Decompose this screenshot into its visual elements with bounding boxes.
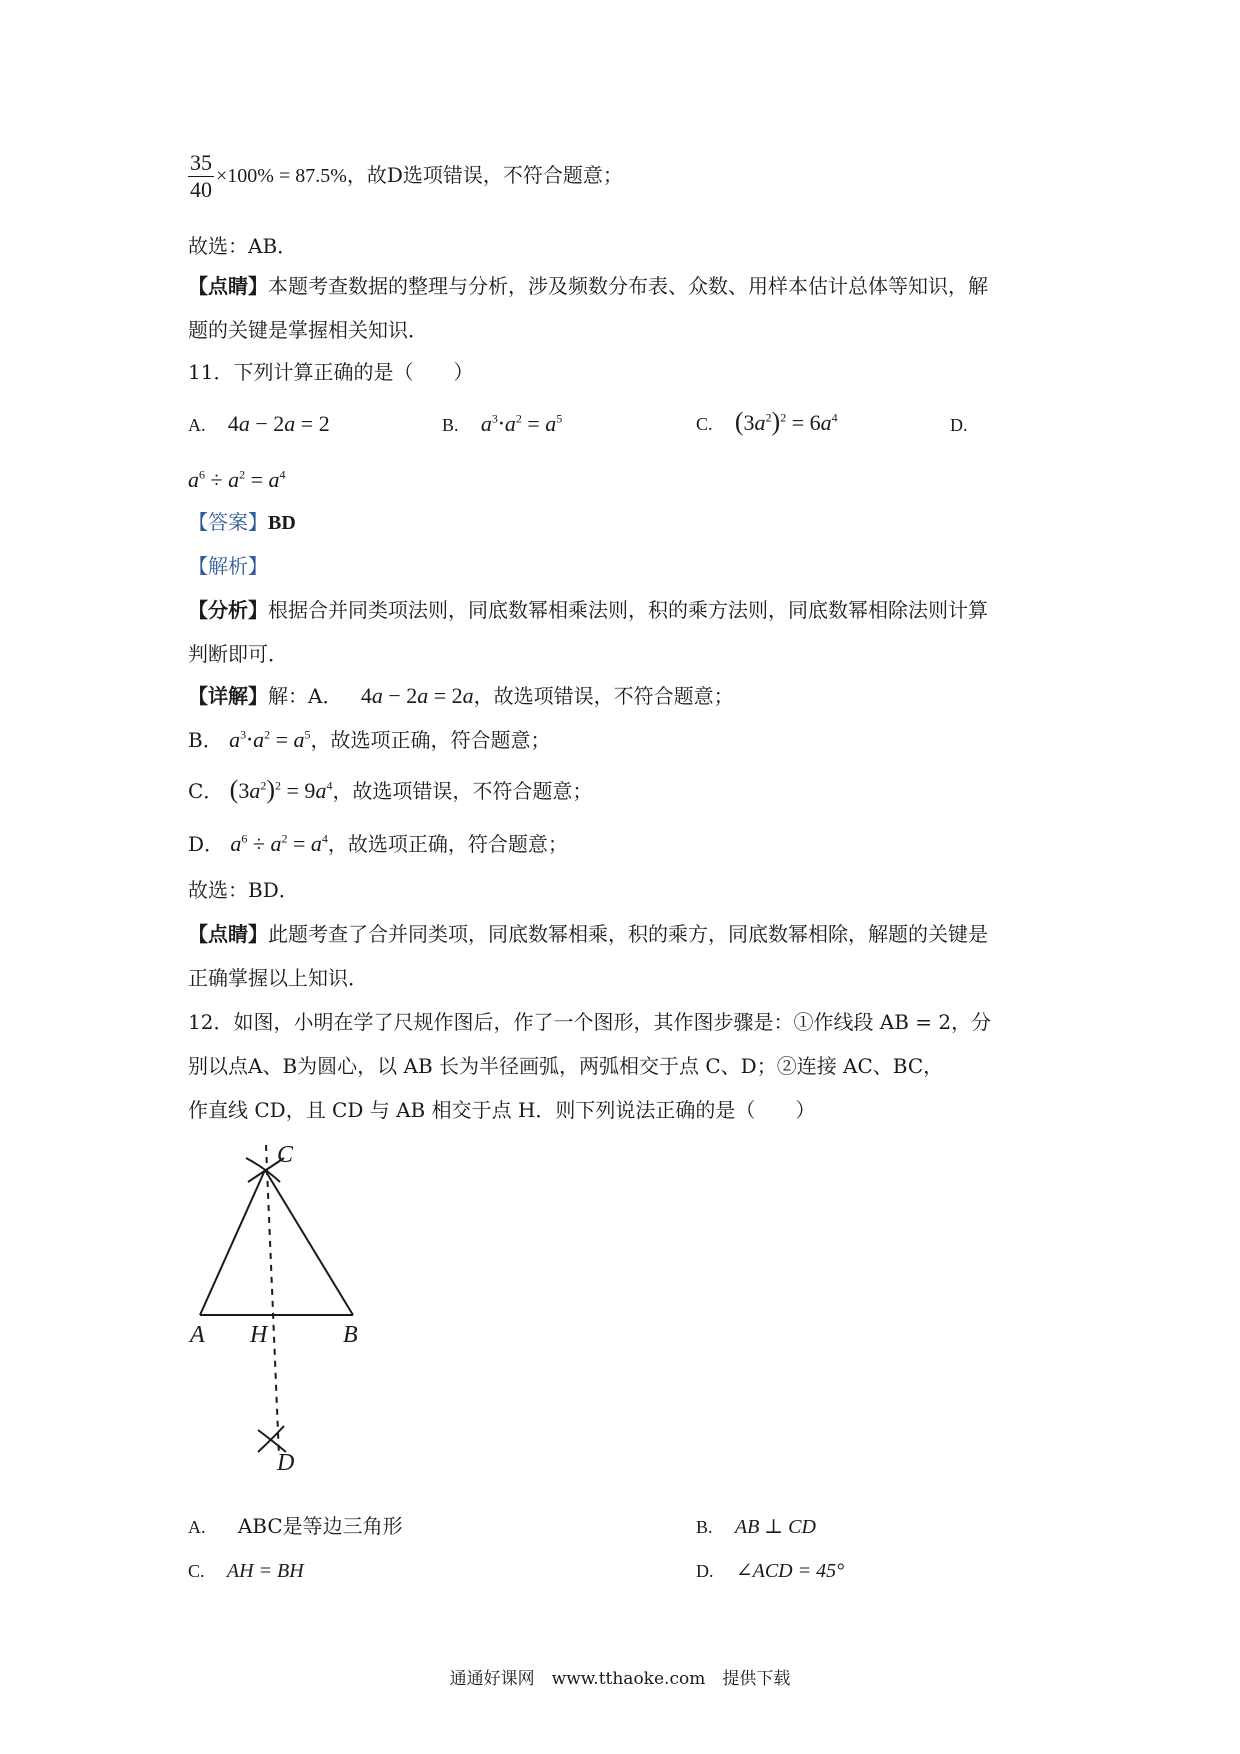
fenxi-text: 根据合并同类项法则，同底数幂相乘法则，积的乘方法则，同底数幂相除法则计算 xyxy=(268,598,988,622)
fraction xyxy=(188,150,214,203)
q11-detail-c: C． $(3a^2)^2 = 9a^4$，故选项错误，不符合题意； xyxy=(188,775,593,804)
label-a: A xyxy=(190,1322,205,1348)
prev-dianjing-line2: 题的关键是掌握相关知识． xyxy=(188,318,428,342)
q12-option-b xyxy=(696,1512,816,1541)
dianjing-text: 本题考查数据的整理与分析，涉及频数分布表、众数、用样本估计总体等知识，解 xyxy=(268,274,988,298)
label-h: H xyxy=(250,1322,268,1348)
q11-option-c: C. $(3a^2)^2 = 6a^4$ xyxy=(696,407,838,436)
option-text: ABC是等边三角形 xyxy=(237,1514,403,1538)
q11-stem: 11．下列计算正确的是（ ） xyxy=(188,360,474,384)
option-label: D. xyxy=(696,1561,714,1581)
q11-option-b: B. $a^3\cdot a^2 = a^5$ xyxy=(442,411,563,437)
q12-stem-line1: 12．如图，小明在学了尺规作图后，作了一个图形，其作图步骤是：①作线段 AB = 2，分 xyxy=(188,1010,992,1034)
label-c: C xyxy=(277,1142,294,1168)
q11-option-a: A. 4a − 2a = 2 xyxy=(188,411,330,436)
fraction-numerator: 35 xyxy=(190,150,212,175)
detail-c-text: ，故选项错误，不符合题意； xyxy=(332,779,593,803)
q11-choice: 故选：BD． xyxy=(188,878,299,902)
page-footer: 通通好课网 www.tthaoke.com 提供下载 xyxy=(449,1669,791,1689)
q11-answer xyxy=(188,508,296,537)
percent-calc: ×100% = 87.5% xyxy=(216,165,347,187)
answer-value: BD xyxy=(268,512,296,534)
segment-bc xyxy=(265,1170,353,1315)
detail-d-text: ，故选项正确，符合题意； xyxy=(327,832,568,856)
calc-conclusion: ，故D选项错误，不符合题意； xyxy=(346,163,623,187)
dianjing-tag: 【点睛】 xyxy=(188,274,268,298)
q11-detail-a: 【详解】解：A． 4a − 2a = 2a，故选项错误，不符合题意； xyxy=(188,683,734,708)
xiangjie-tag: 【详解】 xyxy=(188,684,268,708)
option-text: AH = BH xyxy=(226,1560,304,1582)
q12-option-a xyxy=(188,1512,403,1541)
xiangjie-prefix: 解：A． xyxy=(268,684,343,708)
detail-b-label: B． xyxy=(188,728,223,752)
q12-stem-line2: 别以点A、B为圆心，以 AB 长为半径画弧，两弧相交于点 C、D；②连接 AC、BC， xyxy=(188,1054,944,1078)
option-label: B. xyxy=(442,415,459,435)
option-label: A. xyxy=(188,1517,206,1537)
q12-option-d xyxy=(696,1556,844,1585)
answer-tag: 【答案】 xyxy=(188,510,268,534)
q11-dianjing-line1 xyxy=(188,920,988,948)
q11-fenxi-line2: 判断即可． xyxy=(188,642,288,666)
q11-option-d-label xyxy=(950,410,984,439)
option-label: C. xyxy=(188,1561,205,1581)
prev-choice: 故选：AB． xyxy=(188,234,298,258)
q12-stem-line3: 作直线 CD，且 CD 与 AB 相交于点 H．则下列说法正确的是（ ） xyxy=(188,1098,816,1122)
q11-detail-b: B． $a^3\cdot a^2 = a^5$，故选项正确，符合题意； xyxy=(188,727,551,753)
q11-jiexi-tag: 【解析】 xyxy=(188,554,268,578)
label-d: D xyxy=(277,1450,295,1470)
q11-detail-d: D． $a^6 \div a^2 = a^4$，故选项正确，符合题意； xyxy=(188,831,568,856)
option-label: B. xyxy=(696,1517,713,1537)
detail-b-text: ，故选项正确，符合题意； xyxy=(310,728,551,752)
option-text: AB ⊥ CD xyxy=(734,1516,816,1538)
option-label: D. xyxy=(950,415,968,435)
q11-fenxi-line1 xyxy=(188,596,988,624)
detail-a-text: ，故选项错误，不符合题意； xyxy=(473,684,734,708)
arc-mark-c1 xyxy=(246,1158,280,1182)
option-text: ∠ACD = 45° xyxy=(735,1560,845,1582)
option-label: A. xyxy=(188,415,206,435)
q11-option-d: $a^6 \div a^2 = a^4$ xyxy=(188,467,286,492)
dianjing-tag: 【点睛】 xyxy=(188,922,268,946)
detail-c-label: C． xyxy=(188,779,224,803)
dianjing-text: 此题考查了合并同类项，同底数幂相乘，积的乘方，同底数幂相除，解题的关键是 xyxy=(268,922,988,946)
label-b: B xyxy=(343,1322,358,1348)
detail-d-label: D． xyxy=(188,832,225,856)
option-label: C. xyxy=(696,414,713,434)
fraction-denominator: 40 xyxy=(190,177,212,202)
q12-option-c xyxy=(188,1556,304,1585)
prev-dianjing-line1 xyxy=(188,272,988,300)
construction-figure xyxy=(180,1140,380,1470)
q11-dianjing-line2: 正确掌握以上知识． xyxy=(188,966,368,990)
segment-ac xyxy=(200,1170,265,1315)
fenxi-tag: 【分析】 xyxy=(188,598,268,622)
prev-calc-line xyxy=(188,150,623,203)
